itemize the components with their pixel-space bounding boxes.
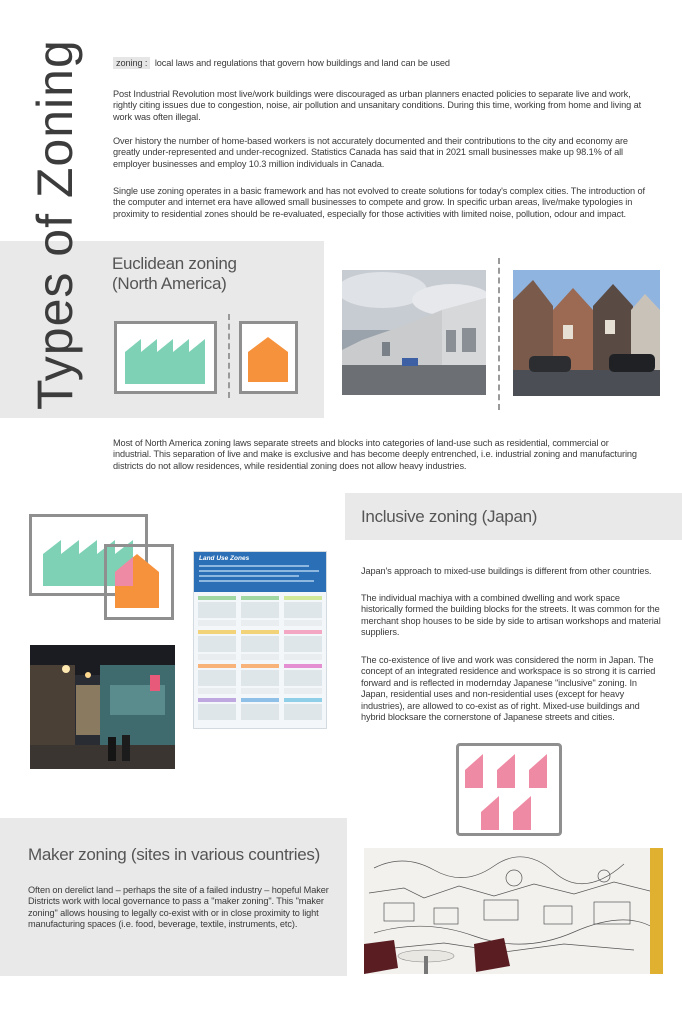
poster-zone-grid (194, 592, 326, 728)
definition-term: zoning : (113, 57, 150, 69)
poster-header (194, 552, 326, 592)
inclusive-paragraph-2: The individual machiya with a combined dwelling and work space historically formed the building blocks for the streets. It was common for the merchant shop houses to be side by side to artisan workshops and material suppliers. (361, 593, 661, 638)
intro-paragraph-2: Over history the number of home-based workers is not accurately documented and their contributions to the city and economy are greatly under-represented and under-recognized. Statistics Canada has said that in 2021 small businesses make up 98.1% of all employer businesses and employ 10.3 million individuals in Canada. (113, 136, 628, 169)
euclidean-heading: Euclidean zoning (North America) (112, 254, 237, 293)
poster-title: Land Use Zones (199, 555, 250, 562)
definition-text: local laws and regulations that govern how buildings and land can be used (154, 58, 450, 68)
intro-paragraph-3: Single use zoning operates in a basic framework and has not evolved to create solutions for today's complex cities. The introduction of the computer and internet era have allowed small businesses to compete and grow. In specific urban areas, live/make typologies in proximity to residential zones should be re-evaluated, especially for those activities with limited noise, pollution, odour and impact. (113, 186, 645, 219)
inclusive-paragraph-1: Japan's approach to mixed-use buildings is different from other countries. (361, 566, 652, 576)
page-title: Types of Zoning (27, 39, 83, 410)
factory-icon (117, 324, 214, 391)
residential-street-photo (513, 270, 660, 396)
land-use-zones-poster (193, 551, 327, 729)
inclusive-paragraph-3: The co-existence of live and work was considered the norm in Japan. The concept of an integrated residence and workspace is so strong it is carried forward and is reflected in modernday Japanese "inclusive" zoning. In Japan, residential uses and non-residential uses (except for heavy industries), are allowed to co-exist as of right. Mixed-use buildings and hybrid blocksare the cornerstone of Japanese streets and cities. (361, 655, 656, 723)
maker-text: Often on derelict land – perhaps the site of a failed industry – hopeful Maker Districts work with local governance to pass a "maker zoning". This "maker zoning" allows housing to legally co-exist with or in close proximity to light manufacturing spaces (i.e. food, beverage, textile, instruments, etc). (28, 885, 329, 930)
euclidean-text: Most of North America zoning laws separate streets and blocks into categories of land-use such as residential, commercial or industrial. This separation of live and make is exclusive and has become deeply entrenched, i.e. industrial zoning and manufacturing districts do not allow residences, while residential zoning does not allow heavy industries. (113, 438, 637, 471)
photo-divider (498, 258, 500, 410)
house-icon (242, 324, 295, 391)
intro-paragraph-1: Post Industrial Revolution most live/work buildings were discouraged as urban planners enacted policies to separate live and work, rightly citing issues due to congestion, noise, air pollution and unsanitary conditions. During this time, working from home and living at work was often illegal. (113, 89, 642, 122)
industrial-street-photo (342, 270, 486, 395)
definition (113, 58, 673, 69)
maker-mural-photo (364, 848, 663, 974)
japanese-alley-photo (30, 645, 175, 769)
inclusive-heading: Inclusive zoning (Japan) (361, 507, 538, 526)
mixed-use-house-frame (104, 544, 174, 620)
pink-sawtooth-frame (456, 743, 562, 836)
euclidean-divider (228, 314, 230, 398)
factory-icon-frame (114, 321, 217, 394)
pink-sawtooth-icon (459, 746, 559, 833)
maker-heading: Maker zoning (sites in various countries) (28, 845, 320, 864)
house-icon-frame (239, 321, 298, 394)
